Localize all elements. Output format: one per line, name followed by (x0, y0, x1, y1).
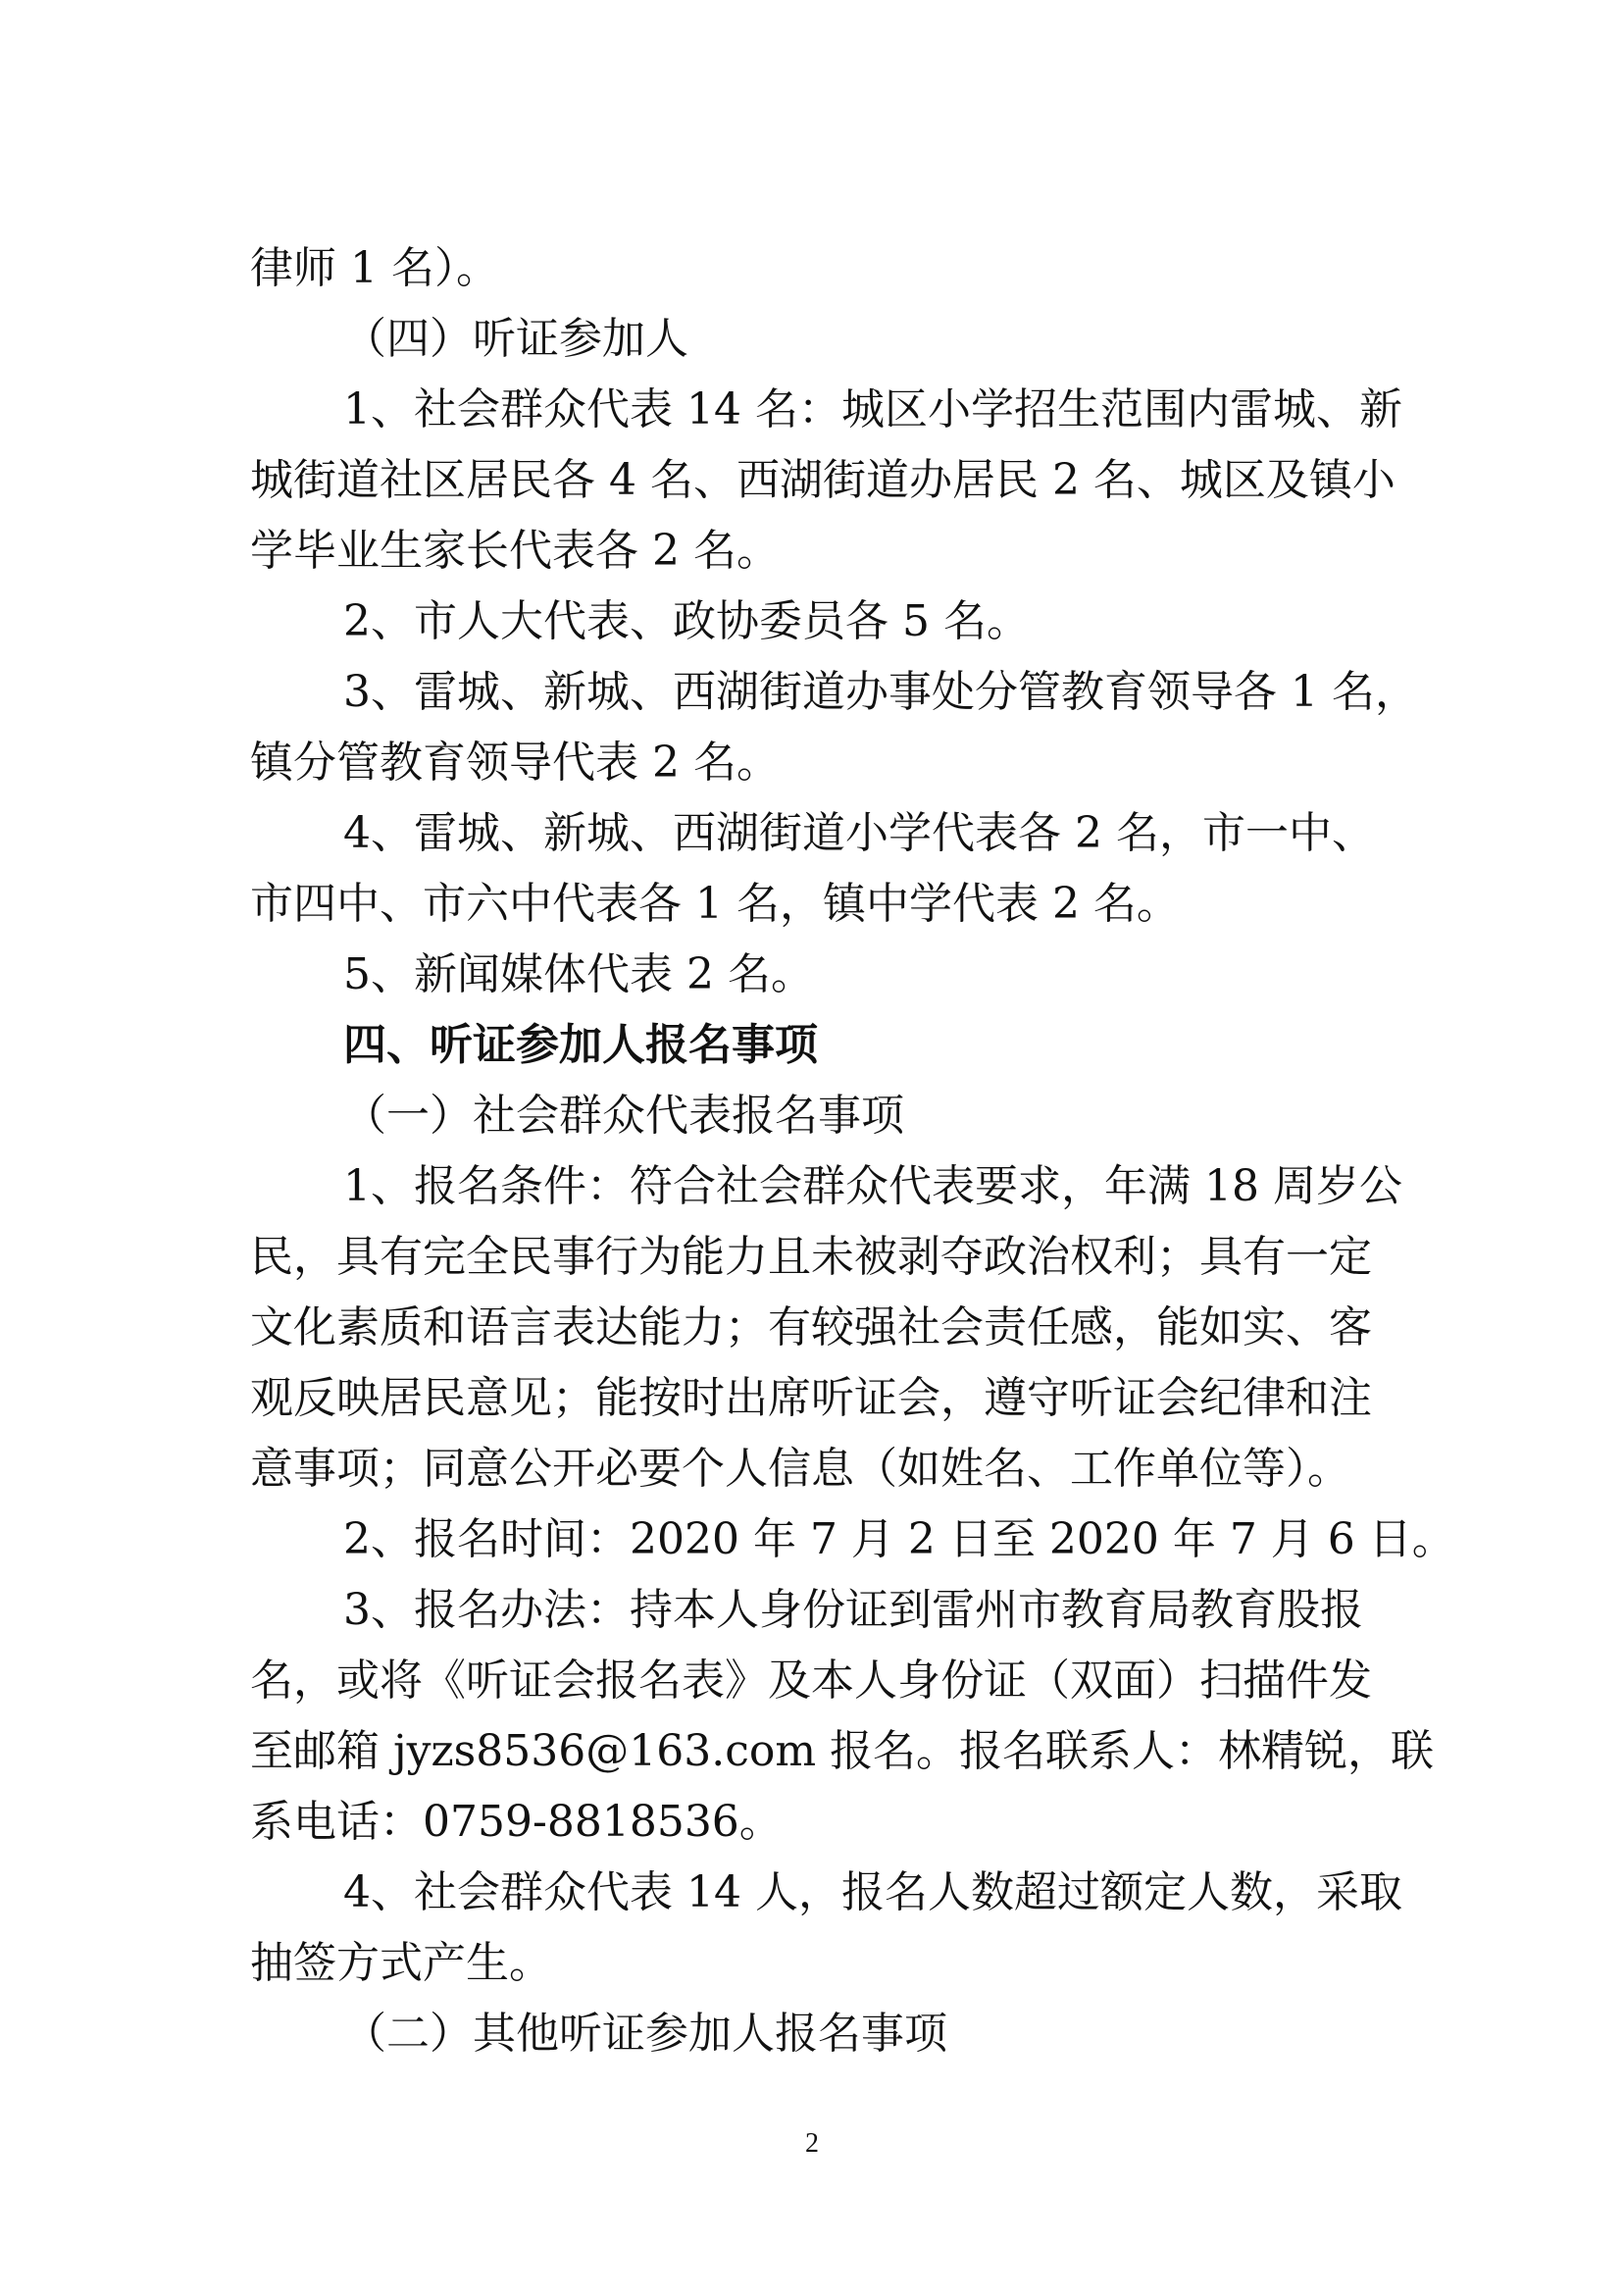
page-number: 2 (805, 2128, 819, 2159)
text-line: 学毕业生家长代表各 2 名。 (250, 526, 780, 576)
text-line: 1、社会群众代表 14 名：城区小学招生范围内雷城、新 (343, 384, 1402, 434)
text-line: 4、社会群众代表 14 人，报名人数超过额定人数，采取 (343, 1867, 1402, 1917)
subsection-heading: （四）听证参加人 (343, 314, 688, 364)
text-line: 观反映居民意见；能按时出席听证会，遵守听证会纪律和注 (250, 1373, 1372, 1423)
text-line: 3、雷城、新城、西湖街道办事处分管教育领导各 1 名， (343, 667, 1418, 717)
text-line: 镇分管教育领导代表 2 名。 (250, 738, 780, 788)
text-line: 民，具有完全民事行为能力且未被剥夺政治权利；具有一定 (250, 1232, 1372, 1282)
text-line: 5、新闻媒体代表 2 名。 (343, 949, 814, 999)
text-line: 2、市人大代表、政协委员各 5 名。 (343, 596, 1030, 646)
text-line: 1、报名条件：符合社会群众代表要求，年满 18 周岁公 (343, 1161, 1402, 1211)
text-line: 抽签方式产生。 (250, 1938, 552, 1988)
text-line: 名，或将《听证会报名表》及本人身份证（双面）扫描件发 (250, 1656, 1372, 1706)
text-line: 意事项；同意公开必要个人信息（如姓名、工作单位等）。 (250, 1444, 1350, 1494)
text-line: 至邮箱 jyzs8536@163.com 报名。报名联系人：林精锐，联 (250, 1726, 1435, 1776)
text-line: 系电话：0759-8818536。 (250, 1797, 783, 1847)
subsection-heading: （一）社会群众代表报名事项 (343, 1091, 904, 1141)
subsection-heading: （二）其他听证参加人报名事项 (343, 2009, 947, 2059)
section-heading: 四、听证参加人报名事项 (343, 1020, 818, 1070)
text-line: 4、雷城、新城、西湖街道小学代表各 2 名，市一中、 (343, 808, 1375, 858)
document-body (250, 233, 1455, 2069)
text-line: 2、报名时间：2020 年 7 月 2 日至 2020 年 7 月 6 日。 (343, 1514, 1455, 1564)
text-line: 市四中、市六中代表各 1 名，镇中学代表 2 名。 (250, 879, 1180, 929)
text-line: 文化素质和语言表达能力；有较强社会责任感，能如实、客 (250, 1302, 1372, 1352)
text-line: 城街道社区居民各 4 名、西湖街道办居民 2 名、城区及镇小 (250, 455, 1396, 505)
text-line: 3、报名办法：持本人身份证到雷州市教育局教育股报 (343, 1585, 1363, 1635)
text-line: 律师 1 名）。 (250, 243, 499, 293)
